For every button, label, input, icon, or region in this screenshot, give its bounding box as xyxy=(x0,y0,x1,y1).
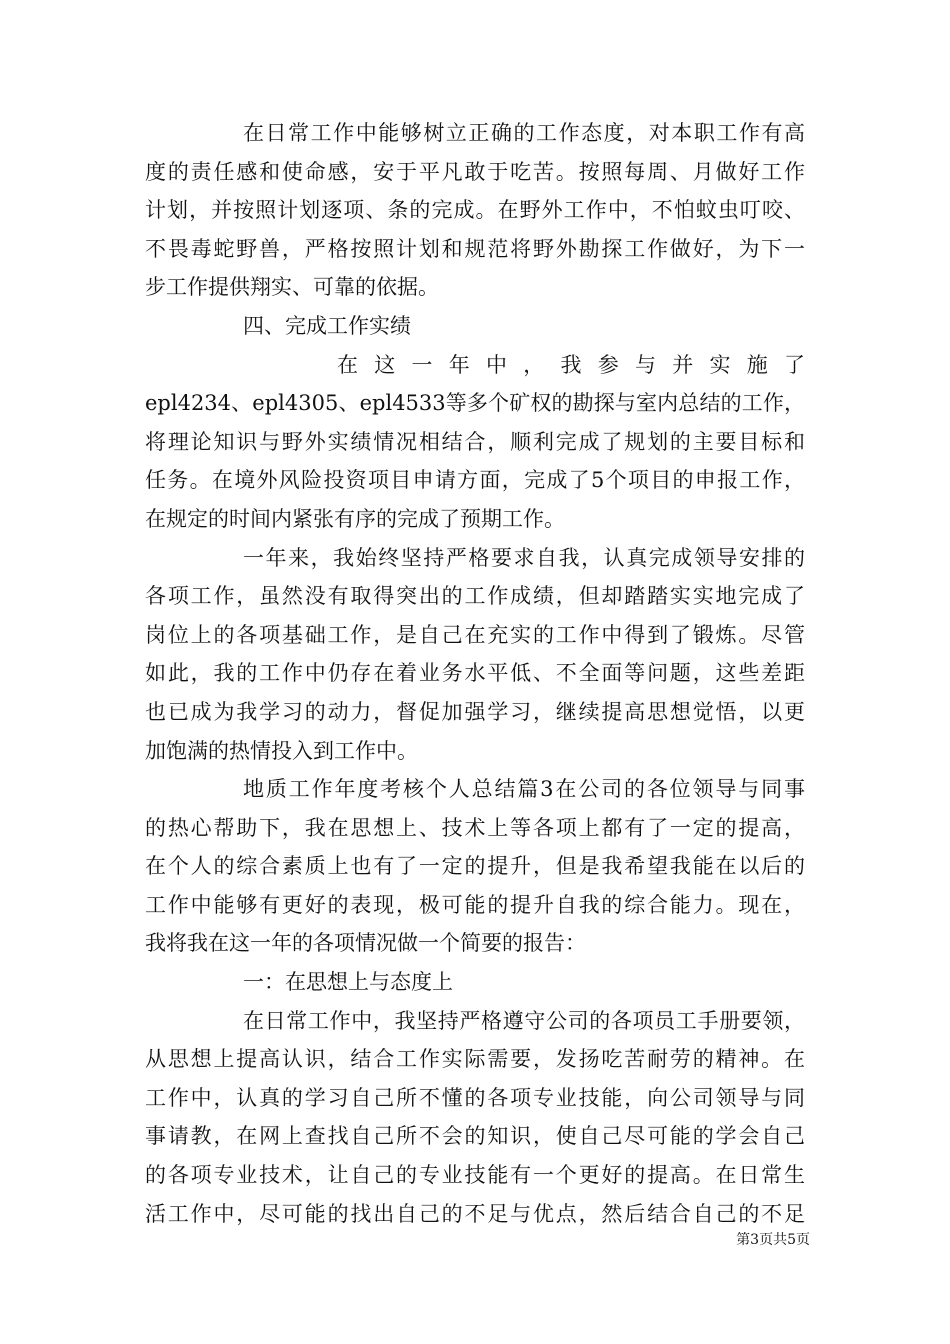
text-line: 的热心帮助下，我在思想上、技术上等各项上都有了一定的提高， xyxy=(145,815,805,840)
text-line: 在个人的综合素质上也有了一定的提升，但是我希望我能在以后的 xyxy=(145,854,805,879)
text-line: 将理论知识与野外实绩情况相结合，顺利完成了规划的主要目标和 xyxy=(145,429,805,454)
text-line: 度的责任感和使命感，安于平凡敢于吃苦。按照每周、月做好工作 xyxy=(145,159,805,184)
text-line: 一：在思想上与态度上 xyxy=(243,970,453,995)
text-line: 步工作提供翔实、可靠的依据。 xyxy=(145,275,439,300)
text-line: 地质工作年度考核个人总结篇3在公司的各位领导与同事 xyxy=(243,777,805,802)
text-line: 我将我在这一年的各项情况做一个简要的报告： xyxy=(145,931,586,956)
text-line: 岗位上的各项基础工作，是自己在充实的工作中得到了锻炼。尽管 xyxy=(145,622,805,647)
text-line: 计划，并按照计划逐项、条的完成。在野外工作中，不怕蚊虫叮咬、 xyxy=(145,198,805,223)
page-number: 第3页共5页 xyxy=(736,1232,810,1248)
text-line: 在日常工作中，我坚持严格遵守公司的各项员工手册要领， xyxy=(243,1008,805,1033)
text-line: 各项工作，虽然没有取得突出的工作成绩，但却踏踏实实地完成了 xyxy=(145,584,805,609)
text-line: epl4234、epl4305、epl4533等多个矿权的勘探与室内总结的工作， xyxy=(145,391,805,416)
text-line: 如此，我的工作中仍存在着业务水平低、不全面等问题，这些差距 xyxy=(145,661,805,686)
text-line: 加饱满的热情投入到工作中。 xyxy=(145,738,418,763)
text-line: 活工作中，尽可能的找出自己的不足与优点，然后结合自己的不足 xyxy=(145,1201,805,1226)
text-line: 任务。在境外风险投资项目申请方面，完成了5个项目的申报工作， xyxy=(145,468,805,493)
document-body xyxy=(145,114,805,1233)
text-line: 从思想上提高认识，结合工作实际需要，发扬吃苦耐劳的精神。在 xyxy=(145,1047,805,1072)
text-line: 事请教，在网上查找自己所不会的知识，使自己尽可能的学会自己 xyxy=(145,1124,805,1149)
text-line: 工作中能够有更好的表现，极可能的提升自我的综合能力。现在， xyxy=(145,892,805,917)
text-line: 也已成为我学习的动力，督促加强学习，继续提高思想觉悟，以更 xyxy=(145,699,805,724)
text-line: 在 这 一 年 中 ， 我 参 与 并 实 施 了 xyxy=(337,352,805,377)
text-line: 不畏毒蛇野兽，严格按照计划和规范将野外勘探工作做好，为下一 xyxy=(145,236,805,261)
text-line: 四、完成工作实绩 xyxy=(243,313,411,338)
text-line: 在日常工作中能够树立正确的工作态度，对本职工作有高 xyxy=(243,121,805,145)
text-line: 在规定的时间内紧张有序的完成了预期工作。 xyxy=(145,506,565,531)
text-line: 工作中，认真的学习自己所不懂的各项专业技能，向公司领导与同 xyxy=(145,1085,805,1110)
text-line: 一年来，我始终坚持严格要求自我，认真完成领导安排的 xyxy=(243,545,805,570)
text-line: 的各项专业技术，让自己的专业技能有一个更好的提高。在日常生 xyxy=(145,1163,805,1188)
